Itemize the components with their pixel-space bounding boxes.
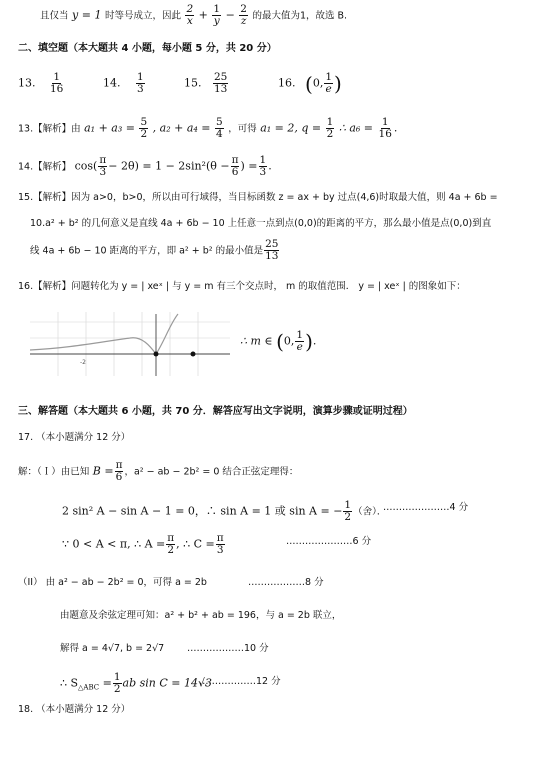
math: ∴ S [60, 676, 79, 690]
paren: ( [276, 329, 284, 354]
q17-part2: （II） 由 a² − ab − 2b² = 0，可得 a = 2b [18, 577, 207, 588]
point-origin [154, 352, 159, 357]
math: y = 1 [72, 8, 102, 22]
section-heading-fill-in: 二、填空题（本大题共 4 小题，每小题 5 分，共 20 分） [18, 43, 277, 54]
math: , a₂ + a₄ = [152, 121, 211, 135]
paren: ) [334, 71, 342, 96]
operator: − [225, 8, 235, 22]
math: 0 [312, 76, 320, 90]
fraction: $\frac{1}{e}$ [296, 329, 304, 354]
math: ∵ 0 < A < π, ∴ A = [62, 537, 166, 551]
fraction: $\frac{\pi}{6}$ [231, 154, 239, 179]
answer-number: 13. [18, 76, 36, 90]
section-heading-solutions: 三、解答题（本大题共 6 小题，共 70 分．解答应写出文字说明，演算步骤或证明过程） [18, 406, 413, 417]
paren: ) [305, 329, 313, 354]
point-marker [191, 352, 196, 357]
math: , ∴ C = [176, 537, 215, 551]
fraction: $\frac{1}{2}$ [113, 671, 121, 696]
answer-number: 15. [184, 76, 202, 90]
answer-16 [278, 72, 342, 95]
explanation-15-line1: 15.【解析】因为 a>0，b>0，所以由可行域得，当目标函数 z = ax + by 过点(4,6)时取最大值，则 4a + 6b = [18, 192, 498, 203]
fraction: $\frac{1}{2}$ [326, 116, 334, 141]
math: ab sin C = 14√3 [122, 676, 212, 690]
q17-eq1 [62, 500, 386, 523]
q17-solve: 解得 a = 4√7, b = 2√7 [60, 643, 165, 654]
function-graph [30, 312, 230, 376]
fraction: $\frac{1}{16}$ [50, 71, 64, 96]
math: = [102, 676, 112, 690]
math: a₁ = 2, q = [260, 121, 322, 135]
fraction: $\frac{1}{e}$ [325, 71, 332, 96]
fraction: $\frac{2}{z}$ [240, 3, 247, 28]
fraction: $\frac{25}{13}$ [265, 238, 279, 263]
score-6: …………………6 分 [286, 536, 372, 547]
fraction: $\frac{\pi}{3}$ [216, 532, 224, 557]
fraction: $\frac{\pi}{2}$ [167, 532, 175, 557]
math: . [268, 159, 272, 173]
score-12: ………………12 分 [199, 676, 281, 687]
answer-15 [184, 72, 229, 95]
score-8: ………………8 分 [248, 577, 324, 588]
math: , [319, 76, 324, 90]
q17-area [60, 672, 212, 695]
question-18-title: 18. （本小题满分 12 分） [18, 704, 131, 715]
math: ∴ a₆ = [338, 121, 374, 135]
math: a₁ + a₃ = [84, 121, 135, 135]
answer-14 [103, 72, 146, 95]
answer-number: 14. [103, 76, 121, 90]
math: 2 sin² A − sin A − 1 = 0，∴ sin A = 1 或 sin A = − [62, 504, 343, 518]
fraction: $\frac{1}{y}$ [213, 3, 221, 28]
fraction: $\frac{1}{2}$ [344, 499, 352, 524]
math: . [312, 334, 317, 348]
math: cos( [74, 159, 98, 173]
explanation-13 [18, 117, 397, 140]
math: B = [92, 464, 114, 478]
grid [30, 312, 230, 376]
solution-continuation-line [40, 4, 347, 27]
fraction: $\frac{5}{4}$ [216, 116, 223, 141]
explanation-15-line2: 10.a² + b² 的几何意义是直线 4a + 6b − 10 上任意一点到点(0,0)的距离的平方，那么最小值是点(0,0)到直 [30, 218, 492, 229]
paren: ( [305, 71, 313, 96]
fraction: $\frac{5}{2}$ [140, 116, 148, 141]
q17-eq2 [62, 533, 226, 556]
math: − 2θ) = 1 − 2sin²(θ − [108, 159, 230, 173]
text: ，可得 [228, 123, 257, 135]
math: , [290, 334, 295, 348]
text: 线 4a + 6b − 10 距离的平方，即 a² + b² 的最小值是 [30, 245, 264, 257]
score-10: ………………10 分 [187, 643, 269, 654]
math: ) = [240, 159, 258, 173]
fraction: $\frac{25}{13}$ [214, 71, 228, 96]
fraction: $\frac{\pi}{3}$ [99, 154, 107, 179]
answer-number: 16. [278, 76, 296, 90]
q17-part1-intro [18, 460, 298, 483]
text: 解：（Ｉ）由已知 [18, 466, 90, 478]
math: 0 [283, 334, 291, 348]
text: 14.【解析】 [18, 161, 72, 173]
text: （舍）． [353, 506, 387, 518]
explanation-15-line3 [30, 239, 280, 262]
q17-cosine-law: 由题意及余弦定理可知：a² + b² + ab = 196，与 a = 2b 联立， [60, 610, 342, 621]
operator: + [198, 8, 208, 22]
explanation-16: 16.【解析】问题转化为 y = | xeˣ | 与 y = m 有三个交点时， m 的取值范围． y = | xeˣ | 的图象如下： [18, 281, 466, 292]
text: 且仅当 [40, 10, 69, 22]
text: 13.【解析】由 [18, 123, 81, 135]
math: . [393, 121, 398, 135]
subscript: △ABC [78, 683, 100, 692]
fraction: $\frac{1}{16}$ [378, 116, 392, 141]
question-17-title: 17. （本小题满分 12 分） [18, 432, 131, 443]
conclusion-16 [240, 330, 316, 353]
explanation-14 [18, 155, 272, 178]
answer-13 [18, 72, 65, 95]
text: ，a² − ab − 2b² = 0 结合正弦定理得： [124, 466, 299, 478]
text: 时等号成立，因此 [104, 10, 181, 22]
math: ∴ m ∈ [240, 334, 273, 348]
tick-label: -2 [80, 359, 86, 366]
fraction: $\frac{1}{3}$ [137, 71, 144, 96]
score-4: …………………4 分 [383, 502, 469, 513]
text: 的最大值为1，故选 B. [252, 10, 348, 22]
fraction: $\frac{\pi}{6}$ [115, 459, 123, 484]
fraction: $\frac{1}{3}$ [259, 154, 267, 179]
fraction: $\frac{2}{x}$ [186, 3, 194, 28]
